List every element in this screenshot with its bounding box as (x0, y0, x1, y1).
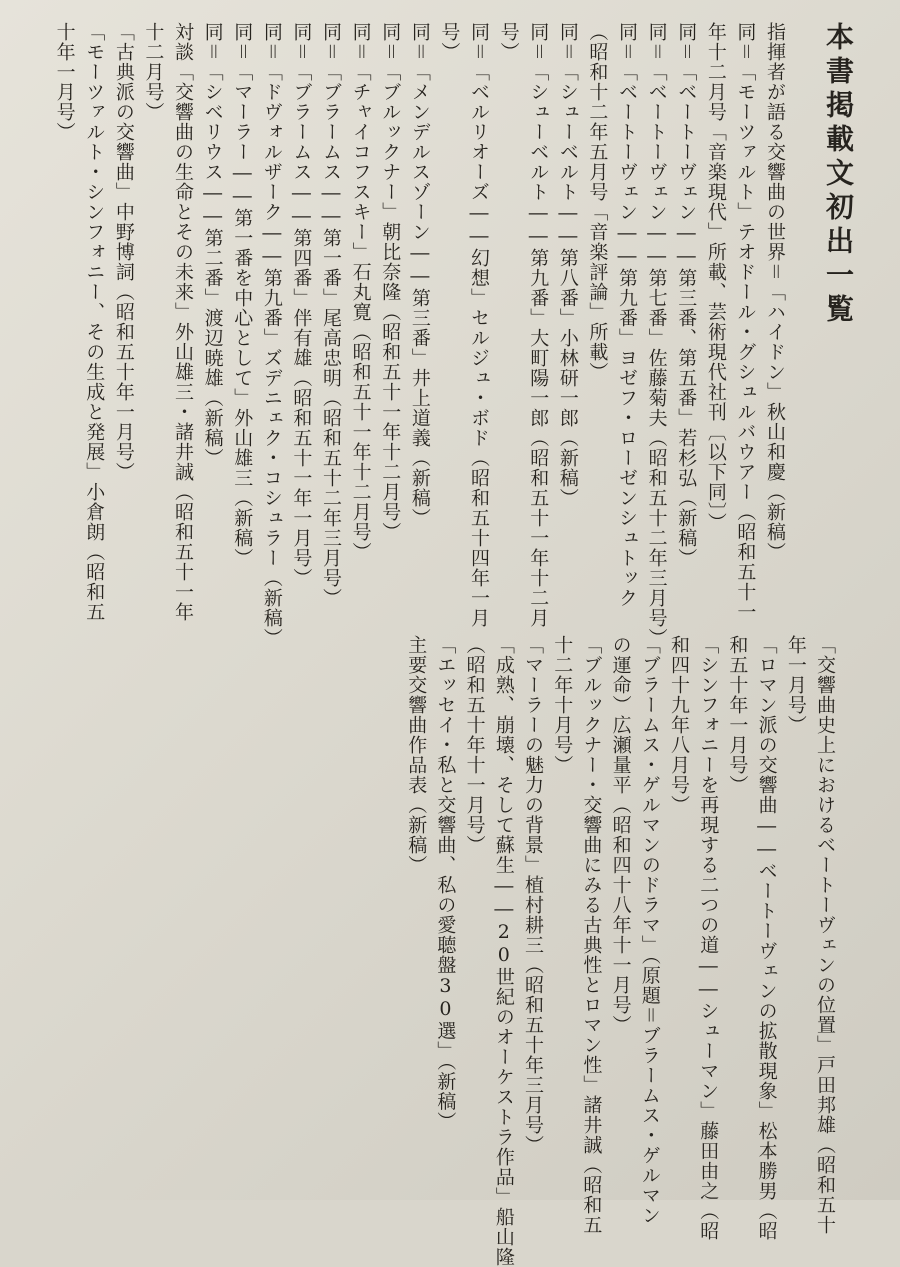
entry-line: 指揮者が語る交響曲の世界＝「ハイドン」秋山和慶（新稿） (764, 22, 786, 562)
entry-line: 「交響曲史上におけるベートーヴェンの位置」戸田邦雄（昭和五十 (814, 635, 836, 1235)
entry-line: 「ロマン派の交響曲――ベートーヴェンの拡散現象」松本勝男（昭 (755, 635, 778, 1241)
entry-line: （昭和五十年十一月号） (463, 635, 486, 855)
entry-line: 十二月号） (142, 22, 165, 122)
entry-line: 「ブラームス・ゲルマンのドラマ」（原題＝ブラームス・ゲルマン (638, 635, 661, 1226)
entry-line: 号） (497, 22, 520, 62)
entry-line: 同＝「シューベルト――第九番」大町陽一郎（昭和五十一年十二月 (527, 22, 550, 628)
entry-line: 同＝「メンデルスゾーン――第三番」井上道義（新稿） (408, 22, 431, 528)
page-title: 本書掲載文初出一覧 (822, 22, 855, 328)
entry-line: 「成熟、崩壊、そして蘇生――20世紀のオーケストラ作品」船山隆 (492, 635, 515, 1267)
entry-line: 「マーラーの魅力の背景」植村耕三（昭和五十年三月号） (522, 635, 544, 1155)
entry-line: （昭和十二年五月号「音楽評論」所載） (586, 22, 609, 382)
entry-line: 同＝「モーツァルト」テオドール・グシュルバウアー（昭和五十一 (734, 22, 757, 622)
entry-line: 和五十年一月号） (726, 635, 749, 795)
entry-line: 十年一月号） (53, 22, 76, 142)
entry-line: 同＝「ブラームス――第一番」尾高忠明（昭和五十二年三月号） (320, 22, 342, 608)
entry-line: 同＝「シューベルト――第八番」小林研一郎（新稿） (556, 22, 579, 508)
entry-line: 同＝「ドヴォルザーク――第九番」ズデニェク・コシュラー（新稿） (260, 22, 283, 648)
entry-line: 「モーツァルト・シンフォニー、その生成と発展」小倉朗（昭和五 (83, 22, 106, 622)
entry-line: 同＝「マーラー――第一番を中心として」外山雄三（新稿） (231, 22, 254, 568)
entry-line: 同＝「シベリウス――第二番」渡辺暁雄（新稿） (201, 22, 224, 468)
entry-line: 同＝「ブルックナー」朝比奈隆（昭和五十一年十二月号） (379, 22, 402, 542)
entry-line: 主要交響曲作品表（新稿） (405, 635, 428, 875)
entry-line: 対談「交響曲の生命とその未来」外山雄三・諸井誠（昭和五十一年 (172, 22, 194, 622)
entry-line: 同＝「ベートーヴェン――第三番、第五番」若杉弘（新稿） (675, 22, 698, 568)
entry-line: 同＝「ブラームス――第四番」伴有雄（昭和五十一年一月号） (290, 22, 313, 588)
entry-line: の運命）広瀬量平（昭和四十八年十一月号） (609, 635, 632, 1035)
entry-line: 号） (438, 22, 461, 62)
entry-line: 十二年十月号） (551, 635, 574, 775)
entry-line: 同＝「ベートーヴェン――第七番」佐藤菊夫（昭和五十二年三月号） (645, 22, 668, 648)
entry-line: 年十二月号「音楽現代」所載、芸術現代社刊〔以下同〕） (704, 22, 727, 533)
entry-line: 「ブルックナー・交響曲にみる古典性とロマン性」諸井誠（昭和五 (580, 635, 603, 1235)
entry-line: 同＝「ベートーヴェン――第九番」ヨゼフ・ローゼンシュトック (616, 22, 638, 608)
entry-line: 「シンフォニーを再現する二つの道――シューマン」藤田由之（昭 (697, 635, 720, 1241)
entry-line: 「エッセイ・私と交響曲、私の愛聴盤30選」（新稿） (434, 635, 457, 1132)
entry-line: 和四十九年八月号） (668, 635, 690, 815)
entry-line: 年一月号） (784, 635, 807, 735)
entry-line: 同＝「ベルリオーズ――幻想」セルジュ・ボド（昭和五十四年一月 (468, 22, 490, 628)
entry-line: 「古典派の交響曲」中野博詞（昭和五十年一月号） (112, 22, 135, 482)
entry-line: 同＝「チャイコフスキー」石丸寛（昭和五十一年十二月号） (349, 22, 372, 562)
